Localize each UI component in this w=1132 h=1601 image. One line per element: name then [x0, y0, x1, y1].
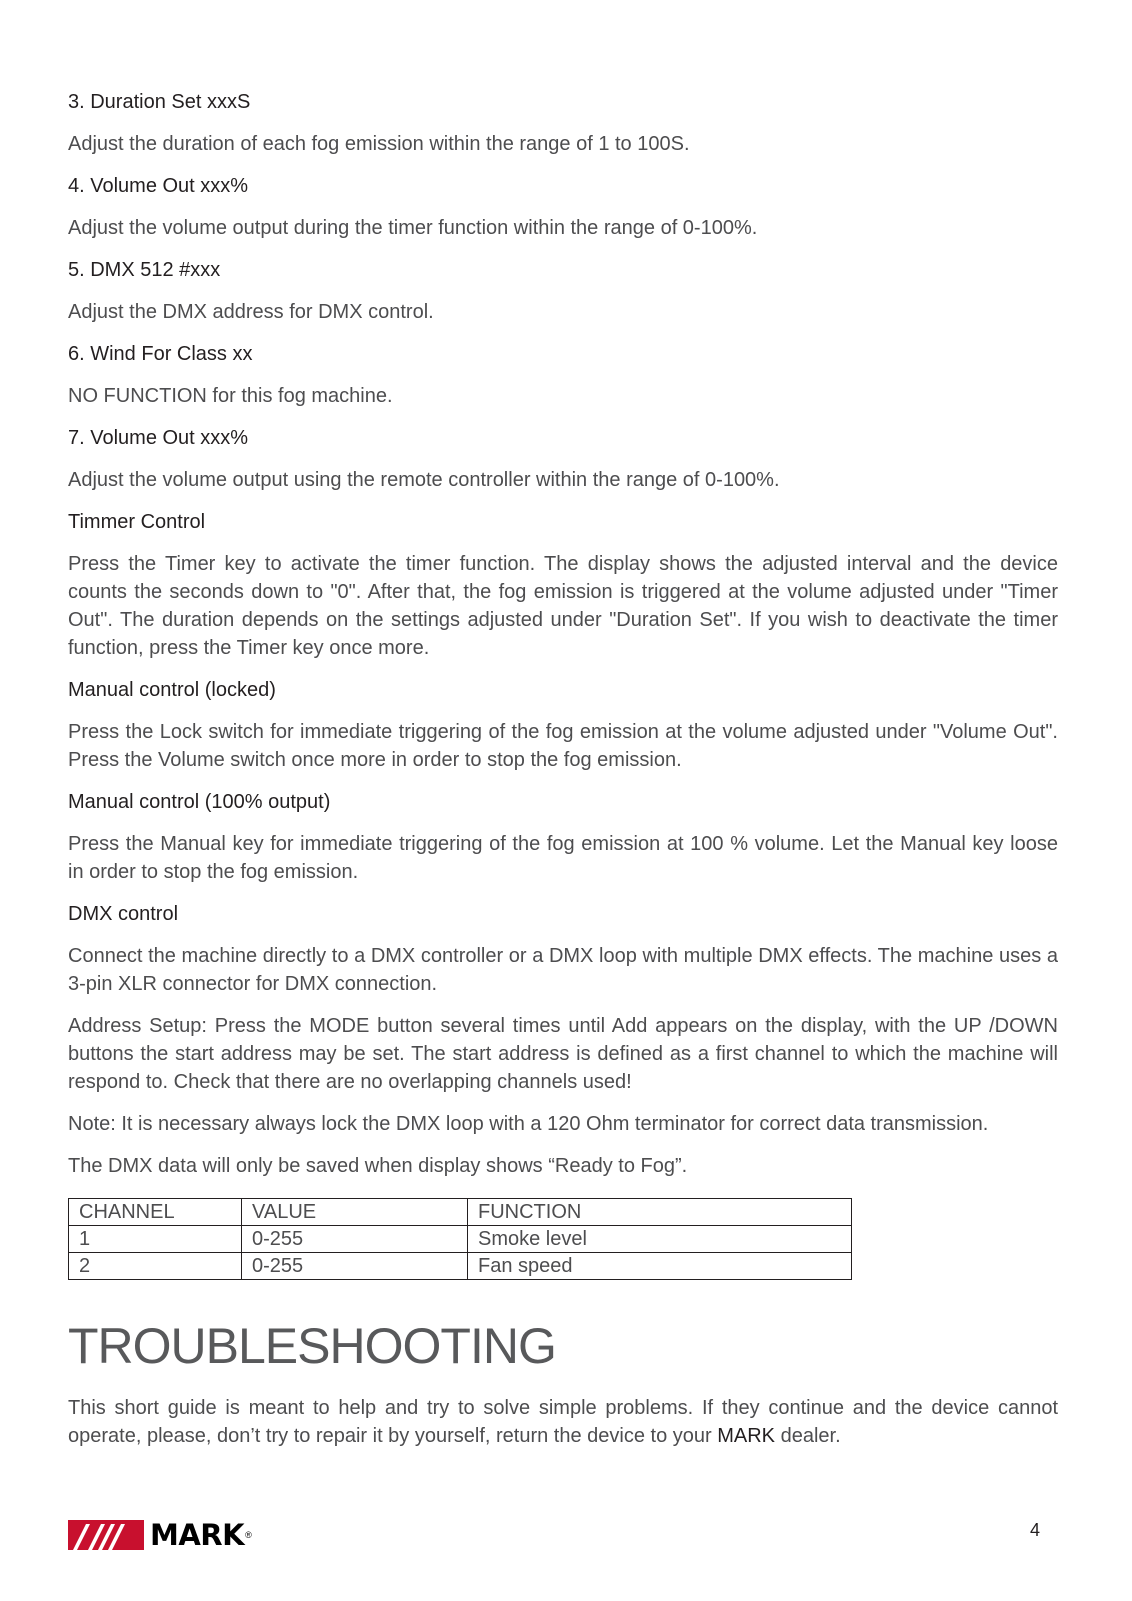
mark-logo-text: MARK: [150, 1518, 245, 1552]
item-6-text: NO FUNCTION for this fog machine.: [68, 385, 393, 407]
troubleshooting-title: TROUBLESHOOTING: [68, 1318, 556, 1374]
item-4-heading: 4. Volume Out xxx%: [68, 175, 249, 197]
table-cell: Smoke level: [468, 1226, 852, 1253]
table-cell: 0-255: [242, 1226, 468, 1253]
registered-mark: ®: [245, 1530, 252, 1540]
manual-locked-text: Press the Lock switch for immediate triggering of the fog emission at the volume adjusted under "Volume Out". Press the Volume switch once more in order to stop the fog emission.: [68, 721, 1058, 771]
item-3-text: Adjust the duration of each fog emission within the range of 1 to 100S.: [68, 133, 690, 155]
manual-full-text: Press the Manual key for immediate triggering of the fog emission at 100 % volume. Let the Manual key loose in order to stop the fog emission.: [68, 833, 1058, 883]
troubleshooting-text-before: This short guide is meant to help and try to solve simple problems. If they continue and the device cannot operate, please, don’t try to repair it by yourself, return the device to your: [68, 1397, 1058, 1447]
table-header-cell: CHANNEL: [69, 1199, 242, 1226]
mark-logo: [68, 1520, 278, 1550]
table-header-cell: FUNCTION: [468, 1199, 852, 1226]
item-6-heading: 6. Wind For Class xx: [68, 343, 253, 365]
table-row: [69, 1253, 852, 1280]
troubleshooting-text-after: dealer.: [775, 1425, 841, 1447]
table-header-row: [69, 1199, 852, 1226]
dmx-connect-text: Connect the machine directly to a DMX controller or a DMX loop with multiple DMX effects. The machine uses a 3-pin XLR connector for DMX connection.: [68, 945, 1058, 995]
table-row: [69, 1226, 852, 1253]
item-7-text: Adjust the volume output using the remote controller within the range of 0-100%.: [68, 469, 780, 491]
manual-full-heading: Manual control (100% output): [68, 791, 331, 813]
item-5-heading: 5. DMX 512 #xxx: [68, 259, 221, 281]
item-3-heading: 3. Duration Set xxxS: [68, 91, 251, 113]
dmx-channel-table: [68, 1198, 852, 1280]
table-cell: 2: [69, 1253, 242, 1280]
mark-logo-icon: [68, 1520, 144, 1550]
item-4-text: Adjust the volume output during the timer function within the range of 0-100%.: [68, 217, 758, 239]
table-cell: 1: [69, 1226, 242, 1253]
table-cell: Fan speed: [468, 1253, 852, 1280]
page-content: [68, 88, 1058, 1464]
timer-control-heading: Timmer Control: [68, 511, 206, 533]
item-5-text: Adjust the DMX address for DMX control.: [68, 301, 434, 323]
table-cell: 0-255: [242, 1253, 468, 1280]
dmx-note-text: Note: It is necessary always lock the DMX loop with a 120 Ohm terminator for correct data transmission.: [68, 1113, 989, 1135]
manual-locked-heading: Manual control (locked): [68, 679, 276, 701]
dmx-save-text: The DMX data will only be saved when display shows “Ready to Fog”.: [68, 1155, 688, 1177]
table-header-cell: VALUE: [242, 1199, 468, 1226]
page-number: 4: [1030, 1520, 1041, 1540]
dmx-control-heading: DMX control: [68, 903, 179, 925]
dmx-address-text: Address Setup: Press the MODE button several times until Add appears on the display, with the UP /DOWN buttons the start address may be set. The start address is defined as a first channel to which the machine will respond to. Check that there are no overlapping channels used!: [68, 1015, 1058, 1093]
item-7-heading: 7. Volume Out xxx%: [68, 427, 249, 449]
timer-control-text: Press the Timer key to activate the timer function. The display shows the adjusted interval and the device counts the seconds down to "0". After that, the fog emission is triggered at the volume adjusted under "Timer Out". The duration depends on the settings adjusted under "Duration Set". If you wish to deactivate the timer function, press the Timer key once more.: [68, 553, 1058, 659]
brand-name: MARK: [717, 1425, 776, 1447]
troubleshooting-text: [68, 1394, 1058, 1450]
